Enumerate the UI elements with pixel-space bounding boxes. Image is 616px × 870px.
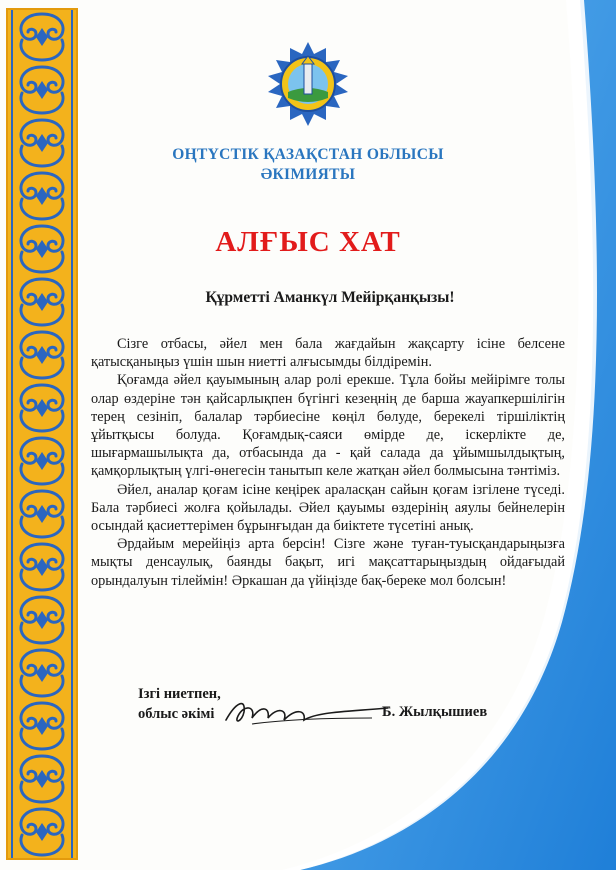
- paragraph: Әйел, аналар қоғам ісіне кеңірек араласқан сайын қоғам ізгілене түседі. Бала тәрбиесі жолға қойылады. Әйел қауымы өздерінің аяулы бейнелерін осындай қасиеттерімен бұрынғыдан да биіктете түсетіні анық.: [91, 481, 565, 535]
- signature-closing: Ізгі ниетпен,: [138, 686, 221, 702]
- letter-title: АЛҒЫС ХАТ: [215, 226, 401, 258]
- regional-emblem-icon: [264, 40, 352, 128]
- organization-line1: ОҢТҮСТІК ҚАЗАҚСТАН ОБЛЫСЫ: [172, 146, 444, 163]
- letter-body: [91, 335, 565, 590]
- signature-title: облыс әкімі: [138, 706, 215, 722]
- handwritten-signature-icon: [222, 690, 392, 730]
- ornament-border: [6, 8, 78, 860]
- paragraph: Қоғамда әйел қауымының алар ролі ерекше. Тұла бойы мейірімге толы олар өздеріне тән қайсарлықпен бүгінгі кезеңнің де барша жауапкершілігін терең сезініп, балалар тәрбиесіне көңіл бөлуде, берекелі тіршіліктің ұйытқысы болуда. Қоғамдық-саяси өмірде де, іскерлікте де, шығармашылықта да, отбасында да - қай салада да ұйымшылдықтың, қамқорлықтың үлгі-өнегесін танытып келе жатқан әйел болмысына тәнтіміз.: [91, 372, 565, 480]
- greeting: Құрметті Аманкүл Мейірқанқызы!: [205, 289, 455, 306]
- signatory-name: Б. Жылқышиев: [382, 704, 488, 720]
- paragraph: Сізге отбасы, әйел мен бала жағдайын жақсарту ісіне белсене қатысқаныңыз үшін шын ниетті алғысымды білдіремін.: [91, 336, 565, 371]
- signature-block: [138, 684, 221, 724]
- organization-line2: ӘКІМИЯТЫ: [260, 166, 356, 183]
- kazakh-ornament-icon: [8, 10, 76, 858]
- paragraph: Әрдайым мерейіңіз арта берсін! Сізге және туған-туысқандарыңызға мықты денсаулық, баянды бақыт, игі мақсаттарыңыздың ойдағыдай орындалуын тілеймін! Әркашан да үйіңізде бақ-береке мол болсын!: [91, 536, 565, 589]
